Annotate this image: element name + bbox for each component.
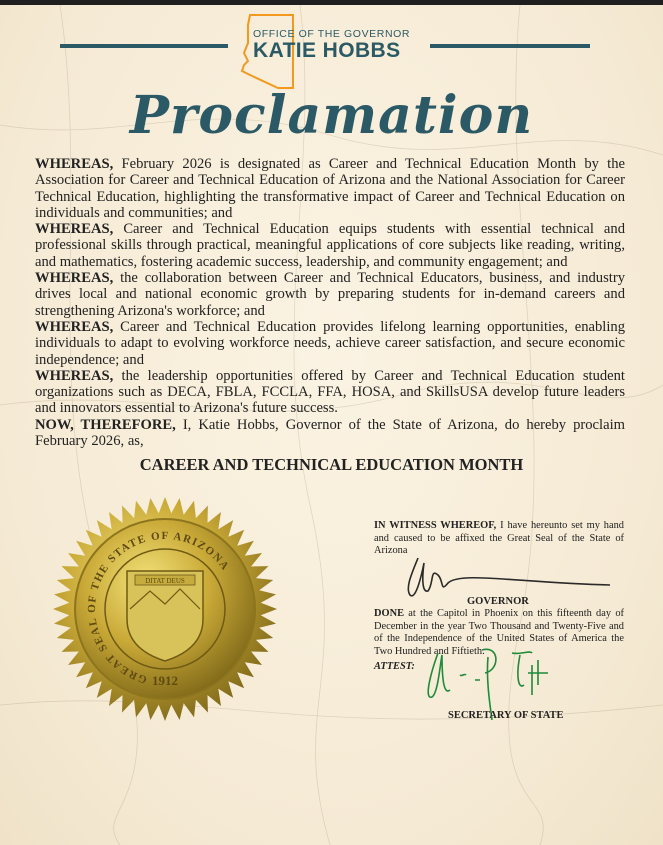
now-therefore-paragraph: NOW, THEREFORE, I, Katie Hobbs, Governor of the State of Arizona, do hereby proclaim February 2026, as,	[35, 416, 625, 450]
witness-clause: IN WITNESS WHEREOF, I have hereunto set my hand and caused to be affixed the Great Seal of the State of Arizona	[374, 520, 624, 557]
header-rule-left	[60, 44, 228, 48]
office-of-governor-label: OFFICE OF THE GOVERNOR	[253, 28, 411, 40]
whereas-paragraph: WHEREAS, Career and Technical Education provides lifelong learning opportunities, enabling individuals to adapt to evolving workforce needs, achieve career satisfaction, and secure economic independence; and	[35, 318, 625, 368]
whereas-paragraph: WHEREAS, February 2026 is designated as Career and Technical Education Month by the Association for Career and Technical Education of Arizona and the National Association for Career Technical Education, highlighting the transformative impact of Career and Technical Education on individuals and communities; and	[35, 156, 625, 221]
governor-name-logo: KATIE HOBBS	[253, 39, 401, 62]
whereas-paragraph: WHEREAS, Career and Technical Education equips students with essential technical and professional skills through practical, meaningful applications of core subjects like reading, writing, and mathematics, fostering academic success, leadership, and community engagement; and	[35, 221, 625, 270]
great-seal-of-arizona	[52, 496, 278, 722]
attest-label: ATTEST:	[374, 661, 415, 672]
whereas-paragraph: WHEREAS, the collaboration between Career and Technical Educators, business, and industry drives local and national economic growth by preparing students for in-demand careers and strengthening Arizona's workforce; and	[35, 270, 625, 319]
whereas-paragraph: WHEREAS, the leadership opportunities offered by Career and Technical Education student organizations such as DECA, FBLA, FCCLA, FFA, HOSA, and SkillsUSA develop future leaders and innovators essential to Arizona's future success.	[35, 367, 625, 417]
proclaimed-title: CAREER AND TECHNICAL EDUCATION MONTH	[139, 455, 524, 474]
secretary-of-state-label: SECRETARY OF STATE	[448, 710, 564, 721]
governor-label: GOVERNOR	[467, 596, 529, 607]
svg-text:GREAT SEAL OF THE STATE OF ARI: GREAT SEAL OF THE STATE OF ARIZONA	[85, 529, 232, 686]
proclamation-heading: Proclamation	[129, 85, 534, 146]
proclamation-page	[0, 5, 663, 845]
done-clause: DONE at the Capitol in Phoenix on this fifteenth day of December in the year Two Thousand and Twenty-Five and of the Independence of the United States of America the Two Hundred and Fiftieth.	[374, 608, 624, 657]
svg-text:1912: 1912	[152, 673, 178, 688]
proclamation-body	[35, 156, 625, 449]
header-rule-right	[430, 44, 590, 48]
svg-text:DITAT DEUS: DITAT DEUS	[145, 577, 185, 585]
